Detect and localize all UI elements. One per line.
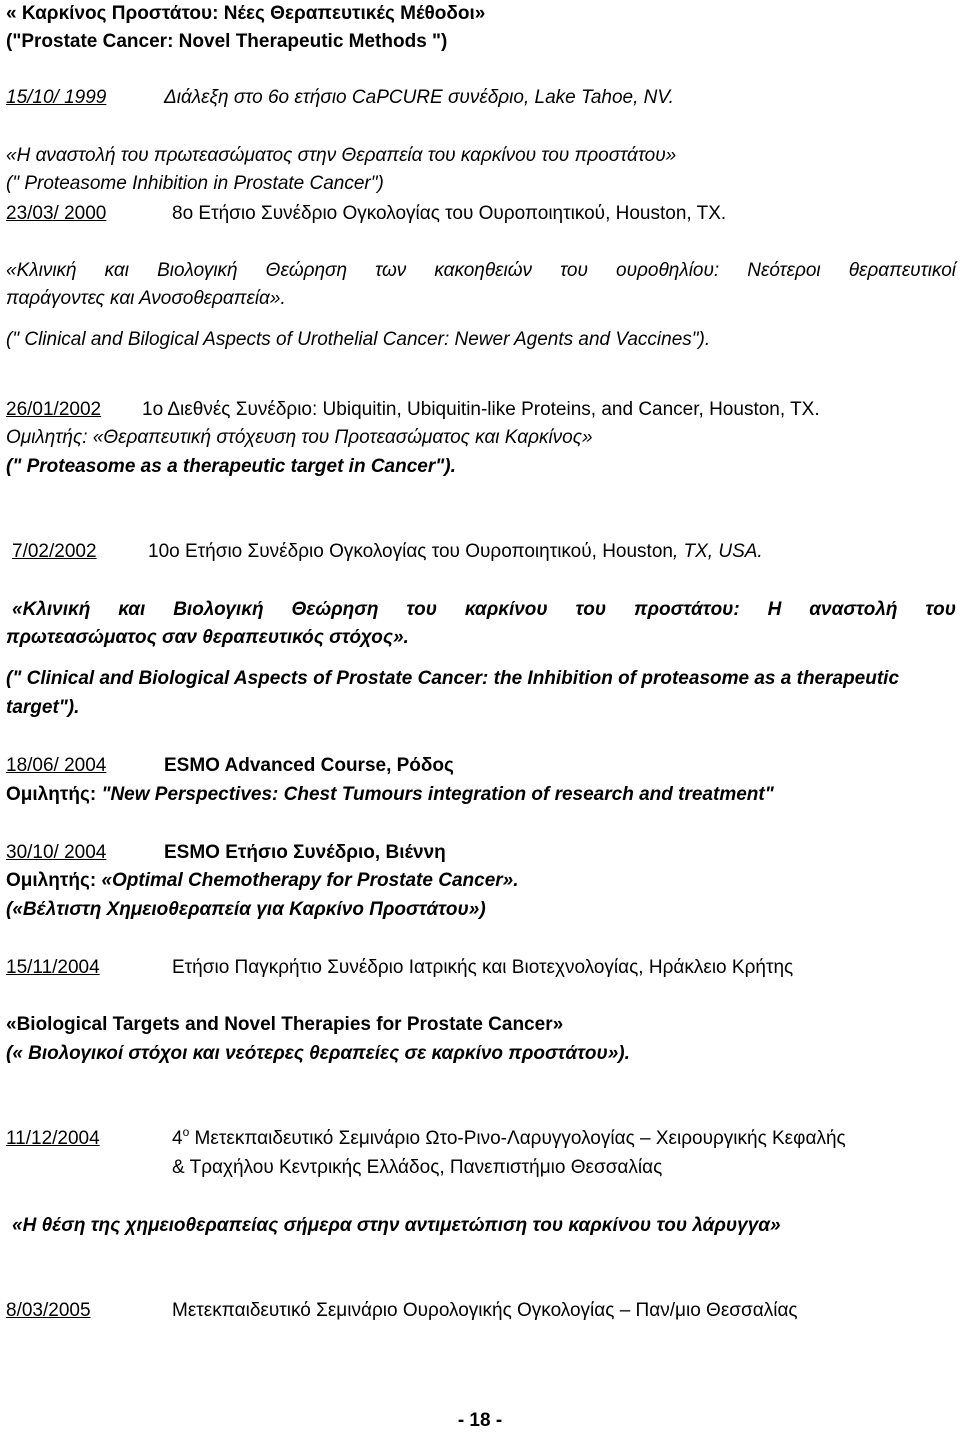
entry-1-title-en: ("Prostate Cancer: Novel Therapeutic Methods ") xyxy=(6,31,448,52)
entry-1-line xyxy=(6,86,674,109)
entry-4-line xyxy=(6,398,820,421)
entry-5-title-en-2: target"). xyxy=(6,697,80,718)
entry-7-title-gr: («Βέλτιστη Χημειοθεραπεία για Καρκίνο Προστάτου») xyxy=(6,899,486,920)
entry-9-line-2: & Τραχήλου Κεντρικής Ελλάδος, Πανεπιστήμιο Θεσσαλίας xyxy=(172,1157,663,1178)
entry-9-event-num: 4 xyxy=(172,1128,183,1149)
entry-8-title-gr: (« Βιολογικοί στόχοι και νεότερες θεραπείες σε καρκίνο προστάτου»). xyxy=(6,1043,630,1064)
entry-7-event: ESMO Ετήσιο Συνέδριο, Βιέννη xyxy=(164,842,446,863)
entry-1-title-gr: « Καρκίνος Προστάτου: Νέες Θεραπευτικές Μέθοδοι» xyxy=(6,3,486,24)
entry-5-title-gr-1: «Κλινική και Βιολογική Θεώρηση του καρκίνου του προστάτου: Η αναστολή του xyxy=(12,599,956,620)
entry-7-speaker xyxy=(6,869,519,892)
page-number: - 18 - xyxy=(457,1410,503,1431)
entry-6-date: 18/06/ 2004 xyxy=(6,755,107,776)
entry-4-date: 26/01/2002 xyxy=(6,399,102,420)
entry-6-speaker-title: "New Perspectives: Chest Tumours integration of research and treatment" xyxy=(101,784,774,805)
entry-8-date: 15/11/2004 xyxy=(6,957,100,978)
entry-1-event: Διάλεξη στο 6ο ετήσιο CaPCURE συνέδριο, Lake Tahoe, NV. xyxy=(164,87,674,108)
entry-9-title-gr: «Η θέση της χημειοθεραπείας σήμερα στην αντιμετώπιση του καρκίνου του λάρυγγα» xyxy=(12,1215,781,1236)
entry-6-event: ESMO Advanced Course, Ρόδος xyxy=(164,755,454,776)
entry-9-event-sup: ο xyxy=(182,1125,190,1139)
entry-9-date: 11/12/2004 xyxy=(6,1128,100,1149)
entry-1-date: 15/10/ 1999 xyxy=(6,87,107,108)
entry-5-date: 7/02/2002 xyxy=(12,541,97,562)
entry-2-title-en: (" Proteasome Inhibition in Prostate Cancer") xyxy=(6,173,384,194)
entry-3-title-gr-1: «Κλινική και Βιολογική Θεώρηση των κακοηθειών του ουροθηλίου: Νεότεροι θεραπευτικοί xyxy=(6,260,956,281)
entry-5-event-a: 10ο Ετήσιο Συνέδριο Ογκολογίας του Ουροποιητικού, Houston xyxy=(148,541,673,562)
entry-8-line xyxy=(6,956,793,979)
entry-10-line xyxy=(6,1299,798,1322)
entry-3-title-gr-2: παράγοντες και Ανοσοθεραπεία». xyxy=(6,288,286,309)
entry-2-event: 8ο Ετήσιο Συνέδριο Ογκολογίας του Ουροποιητικού, Houston, TX. xyxy=(172,203,727,224)
entry-2-line xyxy=(6,202,726,225)
entry-7-speaker-title: «Optimal Chemotherapy for Prostate Cancer». xyxy=(101,870,519,891)
entry-4-event: 1ο Διεθνές Συνέδριο: Ubiquitin, Ubiquitin-like Proteins, and Cancer, Houston, TX. xyxy=(142,399,820,420)
entry-5-title-en-1: (" Clinical and Biological Aspects of Prostate Cancer: the Inhibition of proteasome as a therapeutic xyxy=(6,668,900,689)
entry-7-date: 30/10/ 2004 xyxy=(6,842,107,863)
entry-8-title-en: «Biological Targets and Novel Therapies for Prostate Cancer» xyxy=(6,1014,564,1035)
entry-7-line xyxy=(6,841,446,864)
entry-7-speaker-label: Ομιλητής: xyxy=(6,870,102,891)
entry-4-title-en: (" Proteasome as a therapeutic target in Cancer"). xyxy=(6,456,456,477)
entry-10-date: 8/03/2005 xyxy=(6,1300,91,1321)
entry-9-line-1 xyxy=(6,1127,846,1150)
entry-4-speaker: Ομιλητής: «Θεραπευτική στόχευση του Προτεασώματος και Καρκίνος» xyxy=(6,427,593,448)
entry-10-event: Μετεκπαιδευτικό Σεμινάριο Ουρολογικής Ογκολογίας – Παν/μιο Θεσσαλίας xyxy=(172,1300,798,1321)
entry-6-speaker xyxy=(6,783,774,806)
entry-5-line xyxy=(12,540,763,563)
entry-2-title-gr: «Η αναστολή του πρωτεασώματος στην Θεραπεία του καρκίνου του προστάτου» xyxy=(6,145,677,166)
entry-6-line xyxy=(6,754,454,777)
entry-8-event: Ετήσιο Παγκρήτιο Συνέδριο Ιατρικής και Βιοτεχνολογίας, Ηράκλειο Κρήτης xyxy=(172,957,794,978)
entry-5-event-b: , TX, USA. xyxy=(672,541,763,562)
entry-3-title-en: (" Clinical and Bilogical Aspects of Urothelial Cancer: Newer Agents and Vaccines"). xyxy=(6,329,711,350)
entry-6-speaker-label: Ομιλητής: xyxy=(6,784,102,805)
entry-2-date: 23/03/ 2000 xyxy=(6,203,107,224)
entry-9-event-rest-1: Μετεκπαιδευτικό Σεμινάριο Ωτο-Ρινο-Λαρυγγολογίας – Χειρουργικής Κεφαλής xyxy=(189,1128,846,1149)
entry-5-title-gr-2: πρωτεασώματος σαν θεραπευτικός στόχος». xyxy=(6,627,409,648)
